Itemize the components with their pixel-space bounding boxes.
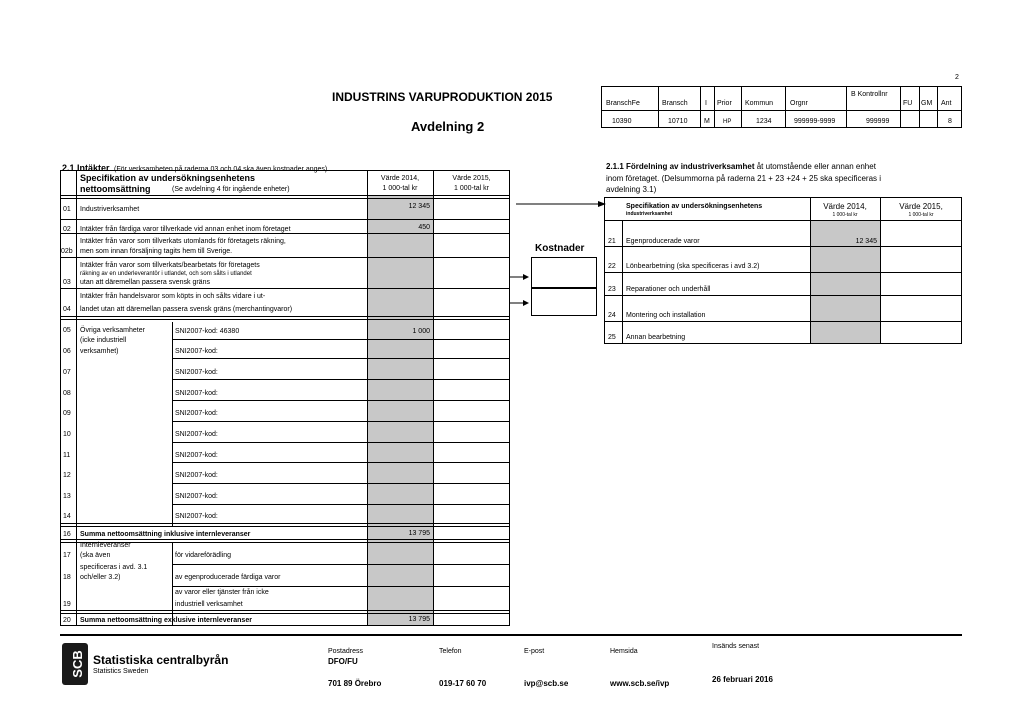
row-value-2014: 12 345 <box>855 238 877 245</box>
sni-code: SNI2007-kod: <box>175 452 218 459</box>
row-num: 02b <box>61 248 73 255</box>
kostnader-03-field[interactable] <box>531 257 597 288</box>
id-header-gm: GM <box>921 100 933 107</box>
row-num: 18 <box>63 574 71 581</box>
row-label: Intäkter från varor som tillverkats utomlands för företagets räkning, <box>80 238 286 245</box>
sni-code: SNI2007-kod: <box>175 410 218 417</box>
row-num: 12 <box>63 472 71 479</box>
row-num: 03 <box>63 279 71 286</box>
row-label: och/eller 3.2) <box>80 574 121 581</box>
telefon-label: Telefon <box>439 648 462 655</box>
row-label: Egenproducerade varor <box>626 238 700 245</box>
form-subtitle: Avdelning 2 <box>411 119 485 134</box>
arrow-head <box>523 274 529 280</box>
row-num: 02 <box>63 226 71 233</box>
postadress-label: Postadress <box>328 648 364 655</box>
id-header-ant: Ant <box>941 100 952 107</box>
section-211-text: inom företaget. (Delsummorna på raderna 21 + 23 +24 + 25 ska specificeras i <box>606 174 882 183</box>
id-header-bransch: Bransch <box>662 100 688 107</box>
row-num: 19 <box>63 601 71 608</box>
row-label: Intäkter från handelsvaror som köpts in och sålts vidare i ut- <box>80 293 266 300</box>
sni-code: SNI2007-kod: <box>175 369 218 376</box>
spec-header: Specifikation av undersökningsenhetens <box>80 173 256 183</box>
kostnader-label: Kostnader <box>535 243 585 254</box>
id-header-kontrollnr: B Kontrollnr <box>851 91 888 98</box>
row-label: landet utan att däremellan passera svensk gräns (merchantingvaror) <box>80 306 293 313</box>
epost-link[interactable]: ivp@scb.se <box>524 679 569 688</box>
row-label: men som innan försäljning tagits hem till Sverige. <box>80 248 233 255</box>
sni-code: SNI2007-kod: 46380 <box>175 328 240 335</box>
id-value-bransch: 10710 <box>668 118 688 125</box>
row-num: 24 <box>608 312 616 319</box>
row-value-2014: 450 <box>418 224 430 231</box>
spec-header-2: nettoomsättning <box>80 184 151 194</box>
row-num: 08 <box>63 390 71 397</box>
id-header-prior: Prior <box>717 100 732 107</box>
row-num: 09 <box>63 410 71 417</box>
id-value-ant: 8 <box>948 118 952 125</box>
row-num: 07 <box>63 369 71 376</box>
sni-code: SNI2007-kod: <box>175 513 218 520</box>
row-num: 01 <box>63 206 71 213</box>
row-label: av varor eller tjänster från icke <box>175 589 269 596</box>
id-value-kontrollnr: 999999 <box>866 118 890 125</box>
epost-label: E-post <box>524 648 545 655</box>
row-label: Reparationer och underhåll <box>626 286 711 293</box>
hemsida-link[interactable]: www.scb.se/ivp <box>610 679 670 688</box>
row-label: verksamhet) <box>80 348 119 355</box>
row-label: Summa nettoomsättning inklusive internleveranser <box>80 531 251 538</box>
id-value-kommun: 1234 <box>756 118 772 125</box>
row-label: Internleveranser <box>80 542 131 549</box>
logo-name: Statistiska centralbyrån <box>93 653 229 667</box>
id-header-branschfe: BranschFe <box>606 100 640 107</box>
deadline-label: Insänds senast <box>712 643 760 650</box>
id-value-prior: HP <box>723 119 732 125</box>
svg-text:SCB: SCB <box>70 650 85 678</box>
row-num: 10 <box>63 431 71 438</box>
row-label: Intäkter från varor som tillverkats/bearbetats för företagets <box>80 262 260 269</box>
row-value-2014: 13 795 <box>408 530 430 537</box>
telefon-value: 019-17 60 70 <box>439 679 487 688</box>
section-211-heading: 2.1.1 Fördelning av industriverksamhet åt utomstående eller annan enhet <box>606 162 876 171</box>
row-label: (icke industriell <box>80 337 127 344</box>
row-label: Annan bearbetning <box>626 334 686 341</box>
page-number: 2 <box>955 74 959 81</box>
row-label: Industriverksamhet <box>80 206 140 213</box>
row-num: 05 <box>63 327 71 334</box>
row-num: 16 <box>63 531 71 538</box>
col-2015-label: Värde 2015, <box>899 202 943 211</box>
id-header-fu: FU <box>903 100 913 107</box>
row-label: industriell verksamhet <box>175 601 243 608</box>
id-header-kommun: Kommun <box>745 100 774 107</box>
kostnader-04-field[interactable] <box>531 288 597 316</box>
id-value-branschfe: 10390 <box>612 118 632 125</box>
section-21-heading: 2.1 Intäkter (För verksamheten på raderna 03 och 04 ska även kostnader anges) <box>62 163 328 173</box>
row-label: (ska även <box>80 552 111 559</box>
footer-divider <box>60 634 962 636</box>
col-2014-label: Värde 2014, <box>823 202 867 211</box>
form-title: INDUSTRINS VARUPRODUKTION 2015 <box>332 90 553 104</box>
col-2015-label: Värde 2015, <box>452 175 491 182</box>
spec-note: (Se avdelning 4 för ingående enheter) <box>172 186 290 193</box>
col-2015-unit: 1 000-tal kr <box>908 212 934 218</box>
sni-code: SNI2007-kod: <box>175 390 218 397</box>
row-num: 22 <box>608 263 616 270</box>
row-label: specificeras i avd. 3.1 <box>80 564 148 571</box>
section-211-text: avdelning 3.1) <box>606 185 657 194</box>
row-num: 13 <box>63 493 71 500</box>
id-value-orgnr: 999999-9999 <box>794 118 836 125</box>
col-2014-label: Värde 2014, <box>380 175 420 182</box>
row-label: av egenproducerade färdiga varor <box>175 574 281 581</box>
row-label: Intäkter från färdiga varor tillverkade vid annan enhet inom företaget <box>80 226 291 233</box>
id-header-i: I <box>705 100 707 107</box>
row-num: 20 <box>63 617 71 624</box>
sni-code: SNI2007-kod: <box>175 431 218 438</box>
hemsida-label: Hemsida <box>610 648 638 655</box>
row-num: 23 <box>608 286 616 293</box>
row-label: Montering och installation <box>626 312 706 319</box>
id-value-i: M <box>704 118 710 125</box>
deadline-date: 26 februari 2016 <box>712 675 773 684</box>
row-num: 04 <box>63 306 71 313</box>
id-header-orgnr: Orgnr <box>790 100 808 107</box>
row-num: 17 <box>63 552 71 559</box>
row-label: Lönbearbetning (ska specificeras i avd 3.2) <box>626 263 760 270</box>
scb-logo-icon <box>62 643 88 685</box>
row-num: 11 <box>63 452 71 459</box>
row-value-2014: 13 795 <box>408 616 430 623</box>
arrow-head <box>523 300 529 306</box>
row-value-2014: 12 345 <box>408 203 430 210</box>
row-label: utan att däremellan passera svensk gräns <box>80 279 210 286</box>
postadress-line1: DFO/FU <box>328 657 358 666</box>
sni-code: SNI2007-kod: <box>175 493 218 500</box>
postadress-line2: 701 89 Örebro <box>328 679 382 688</box>
spec-sub: industriverksamhet <box>626 211 673 217</box>
col-2015-unit: 1 000-tal kr <box>453 185 490 192</box>
row-num: 06 <box>63 348 71 355</box>
row-label: Summa nettoomsättning exklusive internleveranser <box>80 617 252 624</box>
col-2014-unit: 1 000-tal kr <box>832 212 858 218</box>
col-2014-unit: 1 000-tal kr <box>382 185 418 192</box>
row-label: Övriga verksamheter <box>80 327 145 334</box>
row-num: 14 <box>63 513 71 520</box>
row-label: räkning av en underleverantör i utlandet, och som sålts i utlandet <box>80 271 252 277</box>
row-value-2014: 1 000 <box>412 328 430 335</box>
row-num: 25 <box>608 334 616 341</box>
row-num: 21 <box>608 238 616 245</box>
sni-code: SNI2007-kod: <box>175 348 218 355</box>
sni-code: SNI2007-kod: <box>175 472 218 479</box>
row-label: för vidareförädling <box>175 552 232 559</box>
logo-sub: Statistics Sweden <box>93 668 149 675</box>
spec-header: Specifikation av undersökningsenhetens <box>626 203 763 210</box>
